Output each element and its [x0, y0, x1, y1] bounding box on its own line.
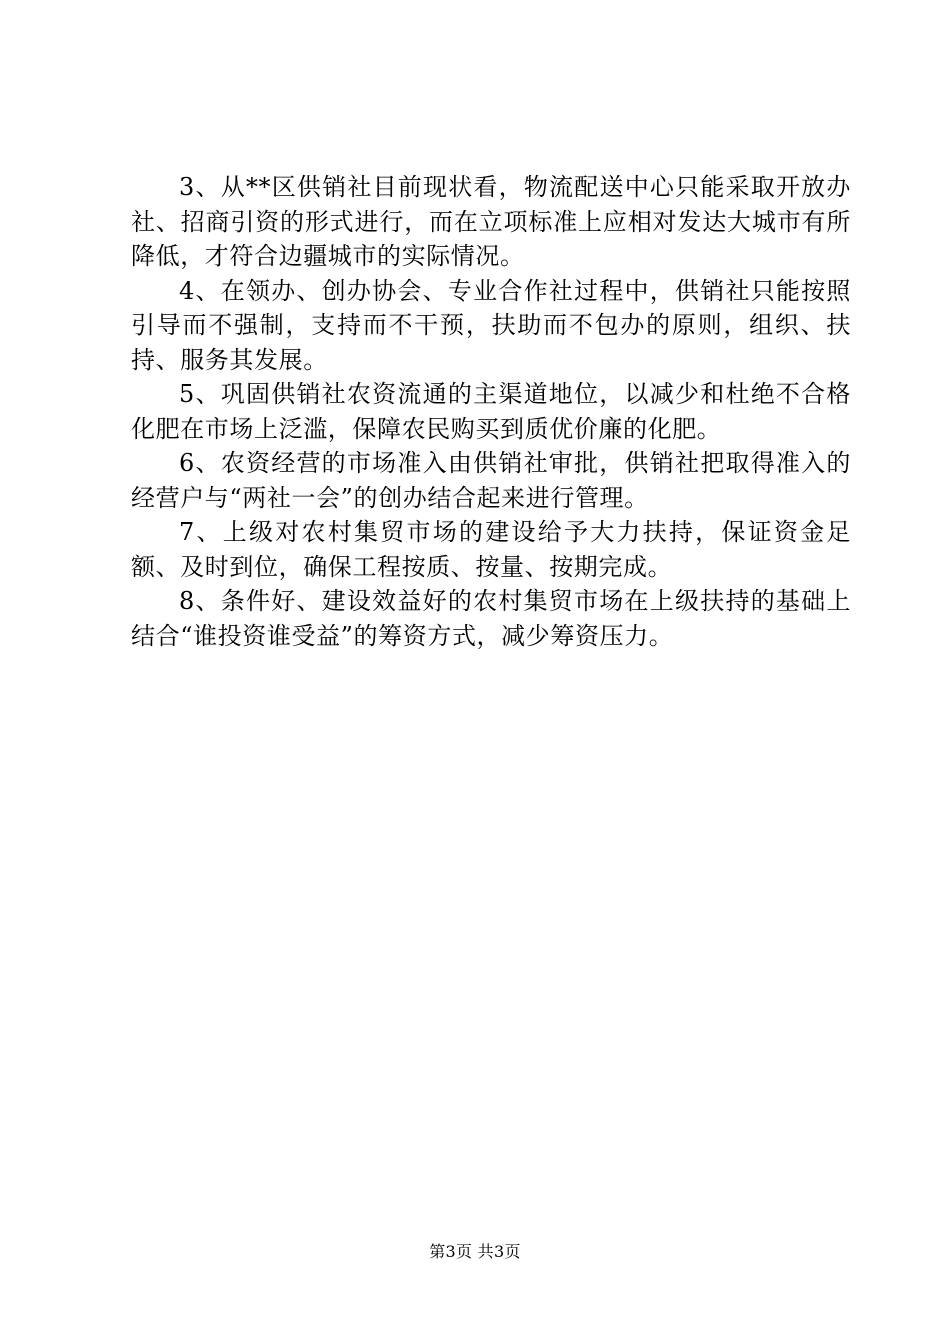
paragraph-item-5: 5、巩固供销社农资流通的主渠道地位，以减少和杜绝不合格化肥在市场上泛滥，保障农民购买到质优价廉的化肥。	[131, 380, 851, 443]
paragraph-item-7: 7、上级对农村集贸市场的建设给予大力扶持，保证资金足额、及时到位，确保工程按质、按量、按期完成。	[131, 518, 851, 581]
page-number-footer: 第3页 共3页	[429, 1242, 521, 1261]
paragraph-item-8: 8、条件好、建设效益好的农村集贸市场在上级扶持的基础上结合“谁投资谁受益”的筹资方式，减少筹资压力。	[131, 587, 851, 650]
paragraph-item-3: 3、从**区供销社目前现状看，物流配送中心只能采取开放办社、招商引资的形式进行，而在立项标准上应相对发达大城市有所降低，才符合边疆城市的实际情况。	[131, 173, 851, 270]
paragraph-item-4: 4、在领办、创办协会、专业合作社过程中，供销社只能按照引导而不强制，支持而不干预，扶助而不包办的原则，组织、扶持、服务其发展。	[131, 276, 851, 374]
paragraph-item-6: 6、农资经营的市场准入由供销社审批，供销社把取得准入的经营户与“两社一会”的创办结合起来进行管理。	[131, 449, 851, 512]
document-body	[131, 170, 851, 653]
